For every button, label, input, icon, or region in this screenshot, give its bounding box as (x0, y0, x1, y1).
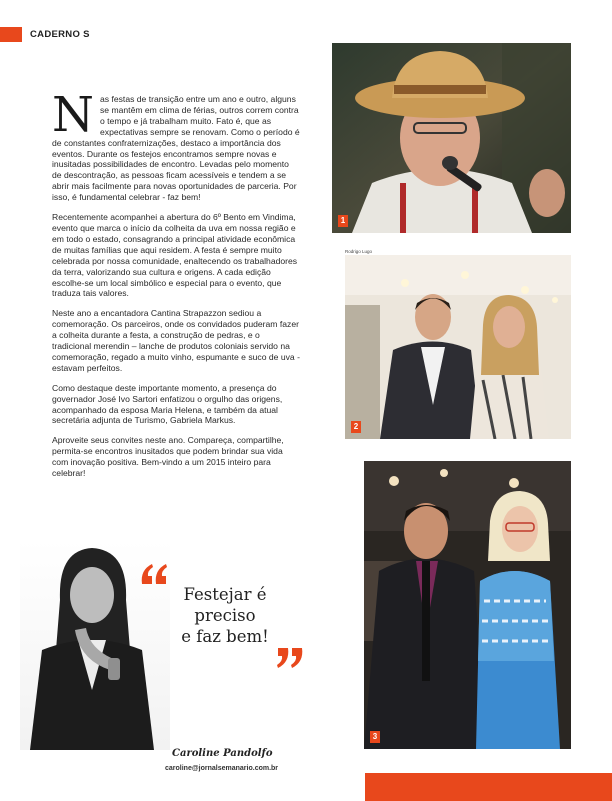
section-accent-bar (0, 27, 22, 42)
photo-number-3: 3 (370, 731, 380, 743)
photo-couple-1-image (345, 255, 571, 439)
quote-text: Festejar é preciso e faz bem! (181, 585, 269, 646)
section-name: CADERNO S (30, 29, 90, 40)
author-name: Caroline Pandolfo (172, 748, 273, 759)
open-quote-icon (140, 562, 168, 586)
photo-number-1: 1 (338, 215, 348, 227)
drop-cap: N (52, 87, 94, 143)
pull-quote (160, 560, 310, 670)
article-paragraph-4: Como destaque deste importante momento, a presença do governador José Ivo Sartori enfatizou o orgulho das origens, acompanhado da esposa Maria Helena, e também da atual secretária adjunta de Turismo, Gabriela Markus. (52, 382, 283, 426)
photo-speaker (332, 43, 571, 233)
photo-speaker-image (332, 43, 571, 233)
article-body (52, 87, 300, 488)
article-paragraph-2: Recentemente acompanhei a abertura do 6º Bento em Vindima, evento que marca o início da colheita da uva em nossa região e em todo o estado, consagrando a principal atividade econômica de muitas famílias que aqui residem. A festa é sempre muito celebrada por nossa comunidade, enaltecendo os trabalhadores da terra, valorizando sua cultura e origens. A cada edição escolhe-se um local simbólico e especial para o evento, que traduza tais valores. (52, 212, 298, 299)
photo-number-2: 2 (351, 421, 361, 433)
close-quote-icon (276, 646, 304, 670)
photo-couple-2 (364, 461, 571, 749)
footer-accent-bar (365, 773, 612, 801)
photo-credit: Rodrigo Lugo (345, 249, 373, 254)
article-paragraph-3: Neste ano a encantadora Cantina Strapazzon sediou a comemoração. Os parceiros, onde os convidados puderam fazer a colheita durante a festa, a construção de pedras, e o tradicional merendin – lanche de produtos coloniais servido na comemoração, regado a muito vinho, espumante e suco de uva - estavam perfeitos. (52, 308, 300, 373)
photo-couple-2-image (364, 461, 571, 749)
author-email[interactable]: caroline@jornalsemanario.com.br (165, 765, 279, 772)
article-paragraph-1: Nas festas de transição entre um ano e outro, alguns se mantêm em clima de férias, outros correm contra o tempo e já trabalham muito. Fato é, que as expectativas sempre se renovam. Como o período é de constantes confraternizações, destaco a importância dos eventos. Durante os festejos encontramos sempre novas e inusitadas possibilidades de encontro. Levadas pelo momento de descontração, as pessoas ficam acessíveis e tendem a se abrir mais facilmente para novas oportunidades de parceria. Por isso, é fundamental celebrar - faz bem! (52, 87, 300, 203)
photo-couple-1 (345, 255, 571, 439)
article-paragraph-5: Aproveite seus convites neste ano. Compareça, compartilhe, permita-se encontros inusitados que podem brindar sua vida com inovação positiva. Bem-vindo a um 2015 inteiro para celebrar! (52, 435, 284, 479)
